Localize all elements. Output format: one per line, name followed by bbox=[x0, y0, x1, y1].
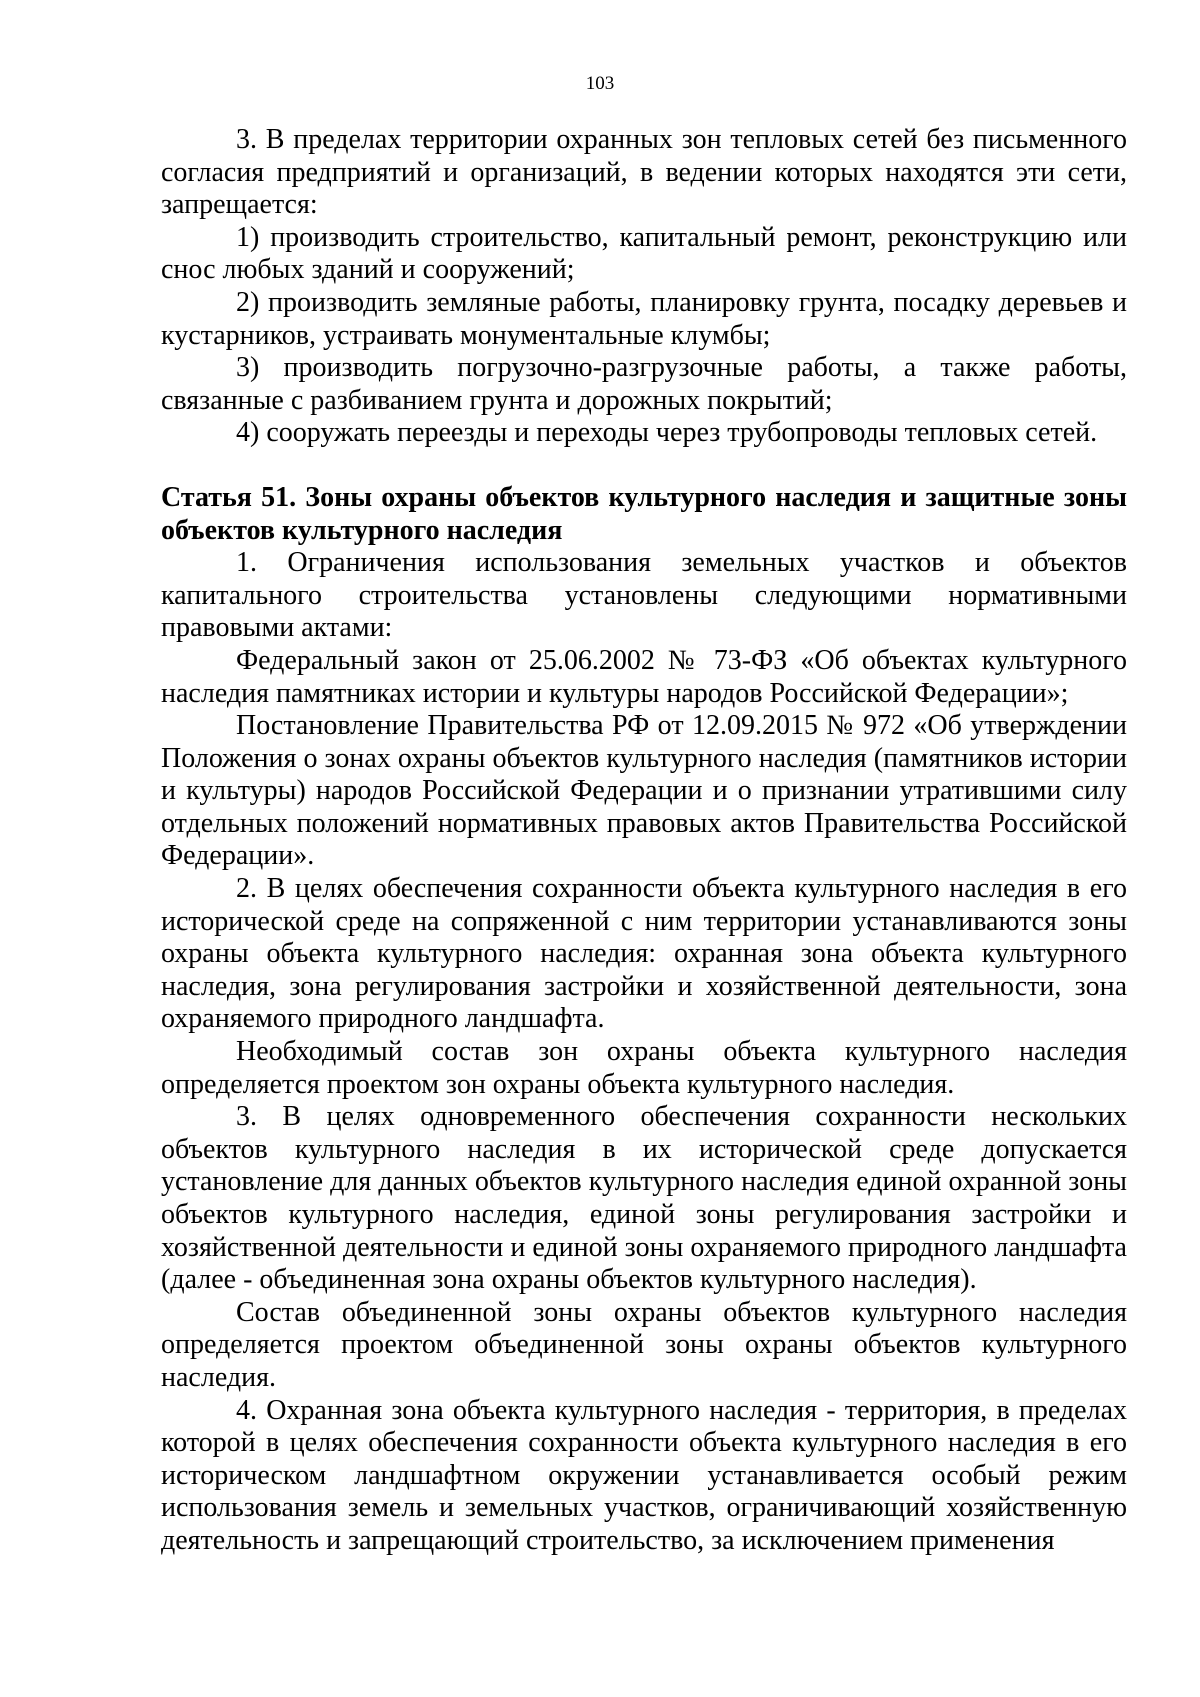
legal-act-government-decree: Постановление Правительства РФ от 12.09.2015 № 972 «Об утверждении Положения о зонах охраны объектов культурного наследия (памятников истории и культуры) народов Российской Федерации и о признании утратившими силу отдельных положений нормативных правовых актов Правительства Российской Федерации». bbox=[161, 710, 1127, 872]
document-body bbox=[161, 124, 1127, 1558]
list-item-2: 2) производить земляные работы, планировку грунта, посадку деревьев и кустарников, устраивать монументальные клумбы; bbox=[161, 286, 1127, 351]
article-heading: Статья 51. Зоны охраны объектов культурного наследия и защитные зоны объектов культурного наследия bbox=[161, 481, 1127, 546]
list-item-1: 1) производить строительство, капитальный ремонт, реконструкцию или снос любых зданий и сооружений; bbox=[161, 221, 1127, 286]
article-paragraph-2: 2. В целях обеспечения сохранности объекта культурного наследия в его исторической среде на сопряженной с ним территории устанавливаются зоны охраны объекта культурного наследия: охранная зона объекта культурного наследия, зона регулирования застройки и хозяйственной деятельности, зона охраняемого природного ландшафта. bbox=[161, 873, 1127, 1035]
page-number: 103 bbox=[585, 73, 615, 94]
list-item-3: 3) производить погрузочно-разгрузочные работы, а также работы, связанные с разбиванием грунта и дорожных покрытий; bbox=[161, 352, 1127, 416]
legal-act-federal-law: Федеральный закон от 25.06.2002 № 73-ФЗ «Об объектах культурного наследия памятниках истории и культуры народов Российской Федерации»; bbox=[161, 644, 1127, 709]
article-paragraph-4: 4. Охранная зона объекта культурного наследия - территория, в пределах которой в целях обеспечения сохранности объекта культурного наследия в его историческом ландшафтном окружении устанавливается особый режим использования земель и земельных участков, ограничивающий хозяйственную деятельность и запрещающий строительство, за исключением применения bbox=[161, 1394, 1127, 1556]
article-paragraph-1: 1. Ограничения использования земельных участков и объектов капитального строительства установлены следующими нормативными правовыми актами: bbox=[161, 547, 1127, 644]
paragraph-heat-network-restrictions: 3. В пределах территории охранных зон тепловых сетей без письменного согласия предприятий и организаций, в ведении которых находятся эти сети, запрещается: bbox=[161, 124, 1127, 221]
list-item-4: 4) сооружать переезды и переходы через трубопроводы тепловых сетей. bbox=[236, 417, 1098, 449]
article-paragraph-3: 3. В целях одновременного обеспечения сохранности нескольких объектов культурного наследия в их исторической среде допускается установление для данных объектов культурного наследия единой охранной зоны объектов культурного наследия, единой зоны регулирования застройки и хозяйственной деятельности и единой зоны охраняемого природного ландшафта (далее - объединенная зона охраны объектов культурного наследия). bbox=[161, 1101, 1127, 1296]
article-paragraph-2-note: Необходимый состав зон охраны объекта культурного наследия определяется проектом зон охраны объекта культурного наследия. bbox=[161, 1036, 1127, 1100]
article-paragraph-3-note: Состав объединенной зоны охраны объектов культурного наследия определяется проектом объединенной зоны охраны объектов культурного наследия. bbox=[161, 1296, 1127, 1393]
